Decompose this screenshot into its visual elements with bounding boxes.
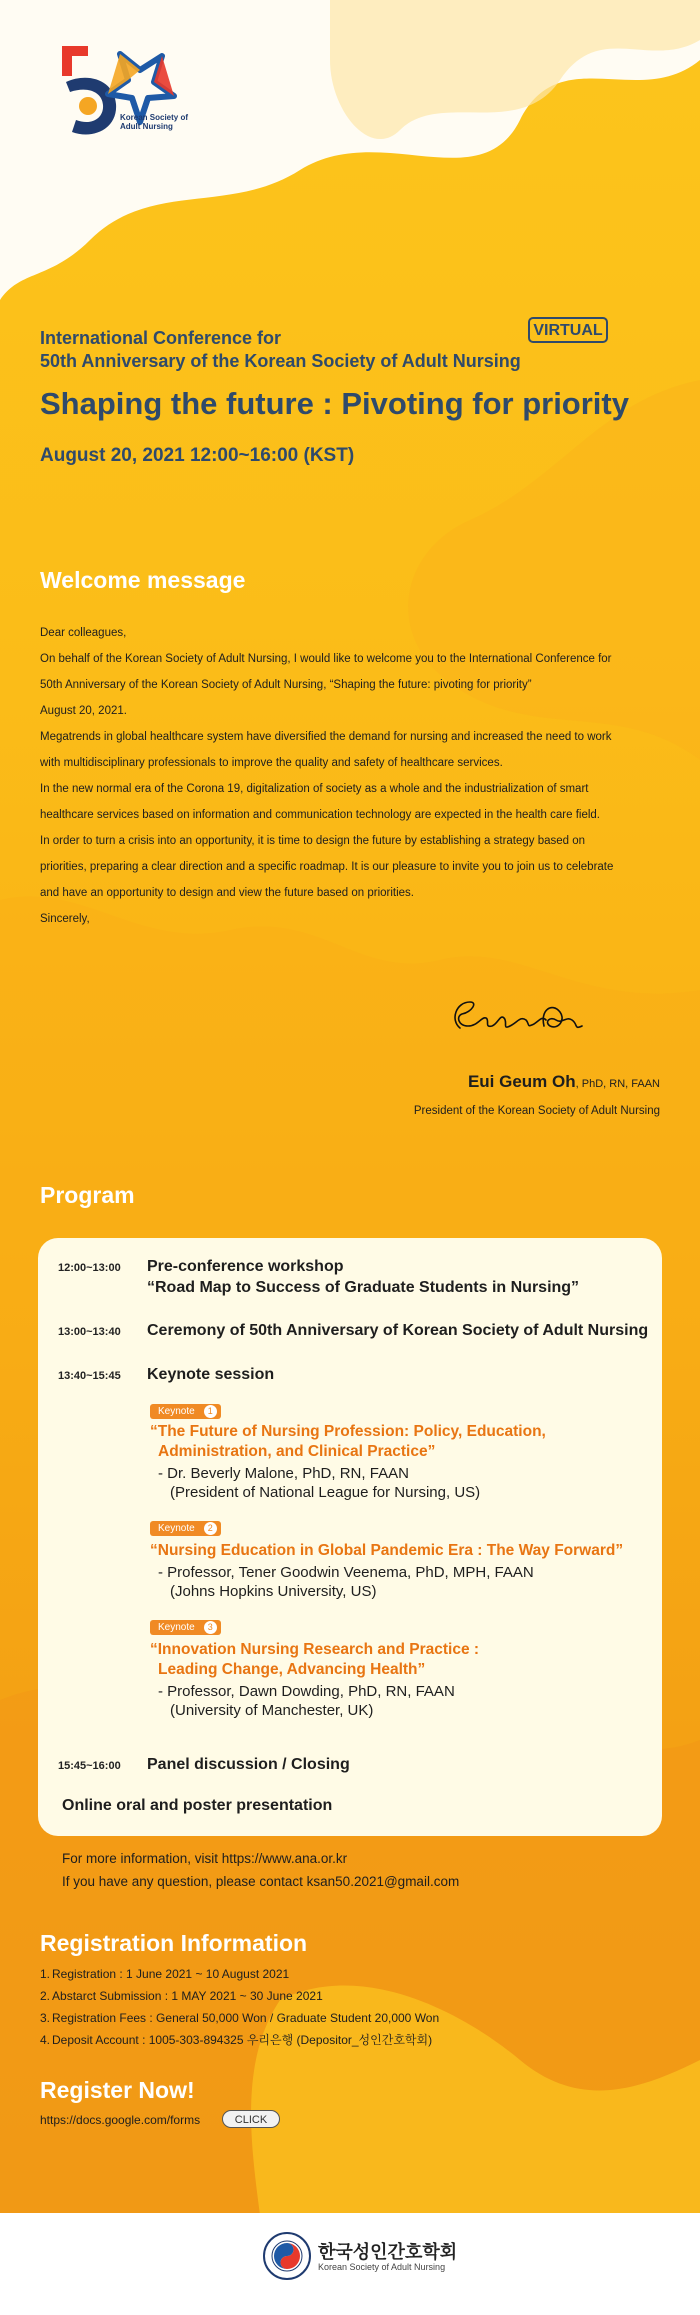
program-title: Program [40,1182,135,1208]
keynote-title: “Nursing Education in Global Pandemic Era : The Way Forward” [150,1542,624,1559]
welcome-letter [40,620,670,932]
letter-line: On behalf of the Korean Society of Adult Nursing, I would like to welcome you to the International Conference for [40,653,612,665]
conference-title-line1: International Conference for [40,328,282,348]
session-title: Ceremony of 50th Anniversary of Korean Society of Adult Nursing [147,1322,649,1339]
letter-line: with multidisciplinary professionals to improve the quality and safety of healthcare services. [40,757,503,769]
click-button[interactable]: CLICK [222,2110,280,2128]
letter-line: Sincerely, [40,913,90,925]
keynote-title: “Innovation Nursing Research and Practice : Leading Change, Advancing Health” [150,1641,480,1678]
virtual-badge: VIRTUAL [528,317,608,343]
keynote-badge: Keynote 2 [150,1521,221,1536]
register-now-title: Register Now! [40,2077,195,2103]
letter-line: Megatrends in global healthcare system have diversified the demand for nursing and increased the need to work [40,731,612,743]
letter-line: In order to turn a crisis into an opportunity, it is time to design the future by establishing a strategy based on [40,835,586,847]
list-item: 4. Deposit Account : 1005-303-894325 우리은행 (Depositor_성인간호학회) [40,2033,433,2047]
session-time: 15:45~16:00 [58,1760,121,1772]
info-website: For more information, visit https://www.ana.or.kr [62,1851,348,1866]
registration-link[interactable]: https://docs.google.com/forms [40,2113,201,2127]
logo-text: Korean Society of Adult Nursing [120,113,189,131]
info-contact: If you have any question, please contact ksan50.2021@gmail.com [62,1874,460,1889]
conference-date: August 20, 2021 12:00~16:00 (KST) [40,445,355,466]
signer-role: President of the Korean Society of Adult Nursing [413,1105,660,1117]
registration-list [40,1963,439,2051]
org-name-english: Korean Society of Adult Nursing [318,2262,446,2272]
letter-line: 50th Anniversary of the Korean Society of Adult Nursing, “Shaping the future: pivoting for priority” [40,679,532,691]
list-item: 3. Registration Fees : General 50,000 Won / Graduate Student 20,000 Won [40,2011,440,2025]
welcome-title: Welcome message [40,567,246,593]
online-presentation: Online oral and poster presentation [62,1797,333,1814]
keynote-title: “The Future of Nursing Profession: Policy, Education, Administration, and Clinical Practice” [150,1423,546,1460]
org-name-korean: 한국성인간호학회 [318,2242,458,2262]
keynote-badge: Keynote 3 [150,1620,221,1635]
session-time: 13:40~15:45 [58,1370,121,1382]
session-title: Keynote session [147,1366,275,1383]
session-time: 12:00~13:00 [58,1262,121,1274]
letter-line: Dear colleagues, [40,627,127,639]
letter-line: August 20, 2021. [40,705,127,717]
keynote-speaker: - Professor, Dawn Dowding, PhD, RN, FAAN (University of Manchester, UK) [158,1683,455,1719]
list-item: 2. Abstarct Submission : 1 MAY 2021 ~ 30 June 2021 [40,1989,323,2003]
letter-line: In the new normal era of the Corona 19, digitalization of society as a whole and the industrialization of smart [40,783,589,795]
registration-title: Registration Information [40,1930,308,1956]
keynote-speaker: - Professor, Tener Goodwin Veenema, PhD, MPH, FAAN (Johns Hopkins University, US) [158,1564,534,1600]
keynote-speaker: - Dr. Beverly Malone, PhD, RN, FAAN (President of National League for Nursing, US) [158,1465,481,1501]
list-item: 1. Registration : 1 June 2021 ~ 10 August 2021 [40,1967,290,1981]
session-time: 13:00~13:40 [58,1326,121,1338]
society-seal-icon [262,2231,312,2281]
signer-name: Eui Geum Oh, PhD, RN, FAAN [467,1072,660,1091]
session-title: Panel discussion / Closing [147,1756,350,1773]
handwritten-signature [448,990,588,1040]
letter-line: healthcare services based on information and communication technology are expected in the health care field. [40,809,601,821]
keynote-badge: Keynote 1 [150,1404,221,1419]
session-title: Pre-conference workshop “Road Map to Success of Graduate Students in Nursing” [147,1258,580,1296]
conference-title-line2: 50th Anniversary of the Korean Society of Adult Nursing [40,351,521,371]
conference-slogan: Shaping the future : Pivoting for priority [40,386,629,421]
letter-line: and have an opportunity to design and view the future based on priorities. [40,887,414,899]
letter-line: priorities, preparing a clear direction and a specific roadmap. It is our pleasure to invite you to join us to celebrate [40,861,614,873]
